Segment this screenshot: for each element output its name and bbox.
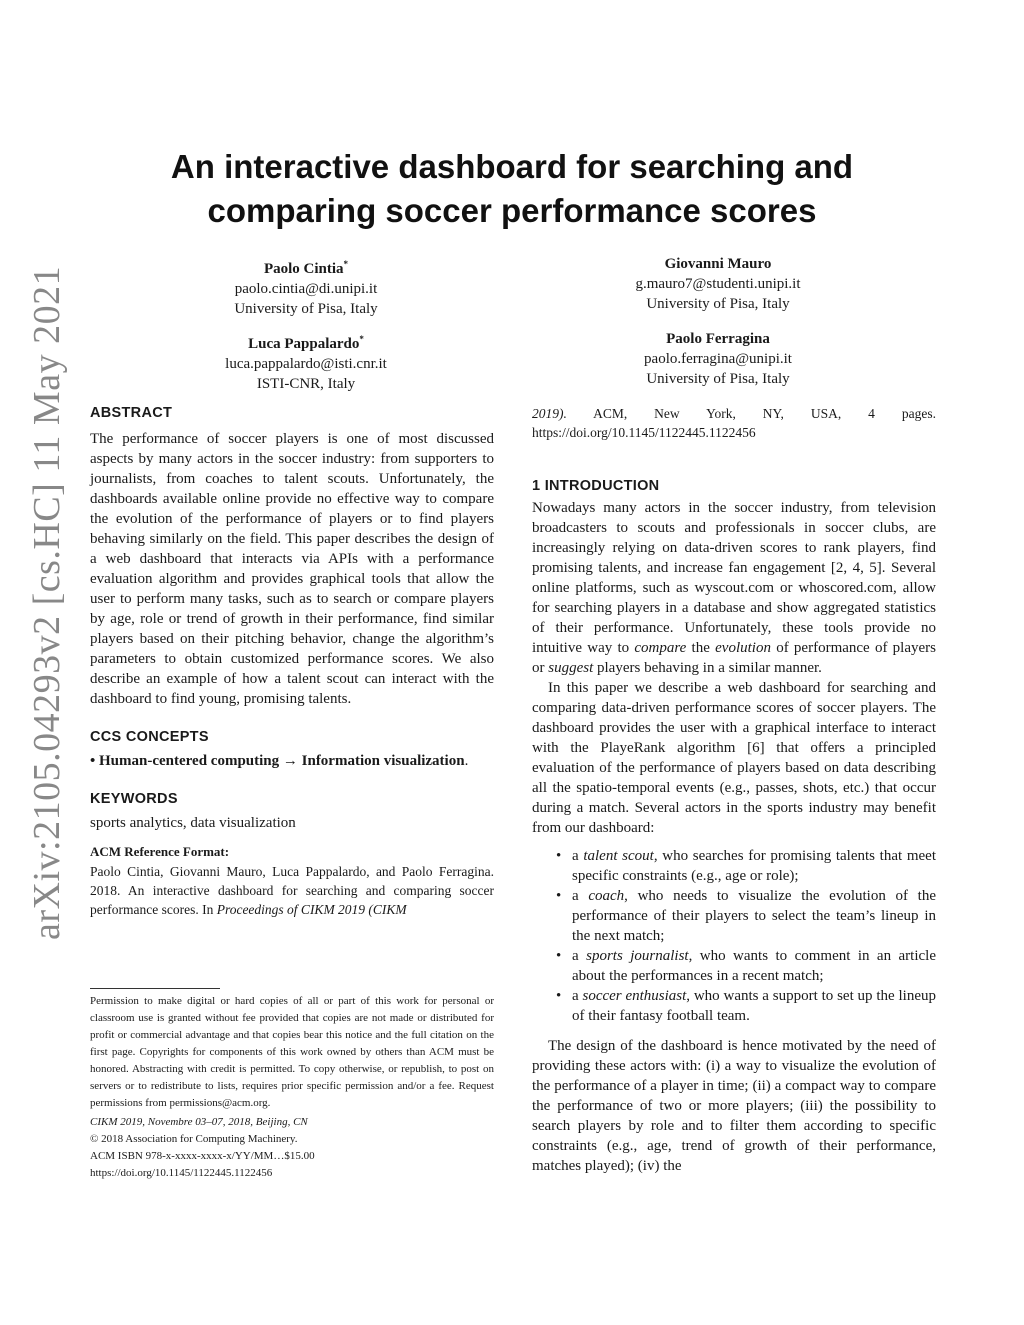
author-email[interactable]: paolo.cintia@di.unipi.it: [234, 281, 378, 297]
list-item: • a talent scout, who searches for promising talents that meet specific constraints (e.g., age or role);: [556, 848, 936, 884]
author-name: Luca Pappalardo: [248, 336, 360, 352]
list-item: • a soccer enthusiast, who wants a support to set up the lineup of their fantasy football team.: [556, 988, 936, 1024]
conference-info: CIKM 2019, Novembre 03–07, 2018, Beijing, CN: [90, 1116, 308, 1128]
ccs-concept: • Human-centered computing → Information visualization: [90, 753, 465, 769]
author-block-2: [568, 254, 868, 314]
author-mark: *: [343, 259, 349, 269]
intro-paragraph-3: The design of the dashboard is hence motivated by the need of providing these actors with: (i) a way to visualize the evolution of the performance of a player in time; (ii) a compact way to compare the performance of two or more players; (iii) the possibility to search players by role and to filter them according to specific constraints (e.g., age, trend of growth of their performance, matches played); (iv) the: [532, 1038, 936, 1174]
keywords-text: sports analytics, data visualization: [90, 815, 296, 831]
author-affiliation: University of Pisa, Italy: [234, 301, 378, 317]
title-line-2: comparing soccer performance scores: [207, 192, 817, 229]
author-email[interactable]: paolo.ferragina@unipi.it: [644, 351, 792, 367]
doi-link[interactable]: https://doi.org/10.1145/1122445.1122456: [90, 1167, 273, 1179]
isbn-notice: ACM ISBN 978-x-xxxx-xxxx-x/YY/MM…$15.00: [90, 1150, 315, 1162]
acm-ref-italic: Proceedings of CIKM 2019 (CIKM: [216, 902, 407, 917]
acm-ref-text: [90, 862, 494, 919]
author-affiliation: University of Pisa, Italy: [646, 296, 790, 312]
ccs-text: [90, 751, 494, 771]
author-affiliation: University of Pisa, Italy: [646, 371, 790, 387]
author-email[interactable]: luca.pappalardo@isti.cnr.it: [225, 356, 387, 372]
author-block-4: [568, 329, 868, 389]
copyright-notice: © 2018 Association for Computing Machinery.: [90, 1133, 298, 1145]
author-email[interactable]: g.mauro7@studenti.unipi.it: [635, 276, 801, 292]
left-column: [90, 403, 494, 919]
author-name: Paolo Ferragina: [666, 331, 770, 347]
paper-title: [90, 145, 934, 233]
permission-notice: Permission to make digital or hard copies of all or part of this work for personal or classroom use is granted without fee provided that copies are not made or distributed for profit or commercial advantage and that copies bear this notice and the full citation on the first page. Copyrights for components of this work owned by others than ACM must be honored. Abstracting with credit is permitted. To copy otherwise, or republish, to post on servers or to redistribute to lists, requires prior specific permission and/or a fee. Request permissions from permissions@acm.org.: [90, 995, 494, 1109]
author-name: Paolo Cintia: [263, 261, 344, 277]
author-affiliation: ISTI-CNR, Italy: [256, 376, 356, 392]
author-block-3: [156, 329, 456, 394]
acm-ref-cont-italic: 2019).: [532, 406, 567, 421]
arxiv-identifier: arXiv:2105.04293v2 [cs.HC] 11 May 2021: [26, 265, 68, 940]
intro-paragraph-1: Nowadays many actors in the soccer industry, from television broadcasters to scouts and professionals in soccer clubs, are increasingly relying on data-driven scores to rank players, find promising talents, and increase fan engagement [2, 4, 5]. Several online platforms, such as wyscout.com or whoscored.com, allow for searching players in a database and show aggregated statistics of their performance. Unfortunately, these tools provide no intuitive way to compare the evolution of performance of players or suggest players behaving in a similar manner.: [532, 500, 937, 676]
author-block-1: [156, 254, 456, 319]
actor-list: [532, 846, 936, 1026]
acm-ref-cont-plain: ACM, New York, NY, USA, 4 pages. https://doi.org/10.1145/1122445.1122456: [532, 406, 936, 440]
footnote-rule: [90, 988, 220, 989]
right-column: [532, 404, 936, 1176]
acm-ref-plain: Paolo Cintia, Giovanni Mauro, Luca Pappalardo, and Paolo Ferragina. 2018. An interactive dashboard for searching and comparing soccer performance scores. In: [90, 864, 494, 917]
title-line-1: An interactive dashboard for searching and: [170, 148, 854, 185]
ccs-heading: CCS CONCEPTS: [90, 729, 209, 745]
ccs-period: .: [464, 753, 469, 769]
list-item: • a coach, who needs to visualize the evolution of the performance of their players to select the team’s lineup in the next match;: [556, 888, 936, 944]
acm-ref-heading: ACM Reference Format:: [90, 844, 230, 859]
acm-ref-continuation: [532, 404, 936, 442]
intro-paragraph-2: In this paper we describe a web dashboard for searching and comparing data-driven performance scores of soccer players. The dashboard provides the user with a graphical interface to interact with the PlayeRank algorithm [6] that offers a principled evaluation of the performance of players based on data describing all the spatio-temporal events (e.g., passes, shots, etc.) that occur during a match. Several actors in the sports industry may benefit from our dashboard:: [532, 680, 936, 836]
keywords-heading: KEYWORDS: [90, 791, 178, 807]
abstract-text: The performance of soccer players is one of most discussed aspects by many actors in the soccer industry: from supporters to journalists, from coaches to talent scouts. Unfortunately, the dashboards available online provide no effective way to compare the evolution of the performance of players or to find players behaving similarly on the field. This paper describes the design of a web dashboard that interacts via APIs with a performance evaluation algorithm and provides graphical tools that allow the user to perform many tasks, such as to search or compare players by age, role or trend of growth in their performance, find similar players based on their pitching behavior, change the algorithm’s parameters to obtain customized performance scores. We also describe an example of how a talent scout can interact with the dashboard to find young, promising talents.: [90, 431, 494, 707]
author-name: Giovanni Mauro: [664, 256, 772, 272]
footnote-block: [90, 993, 494, 1182]
introduction-heading: 1 INTRODUCTION: [532, 478, 660, 494]
abstract-heading: ABSTRACT: [90, 405, 173, 421]
author-mark: *: [359, 334, 364, 344]
list-item: • a sports journalist, who wants to comment in an article about the performances in a recent match;: [556, 948, 936, 984]
